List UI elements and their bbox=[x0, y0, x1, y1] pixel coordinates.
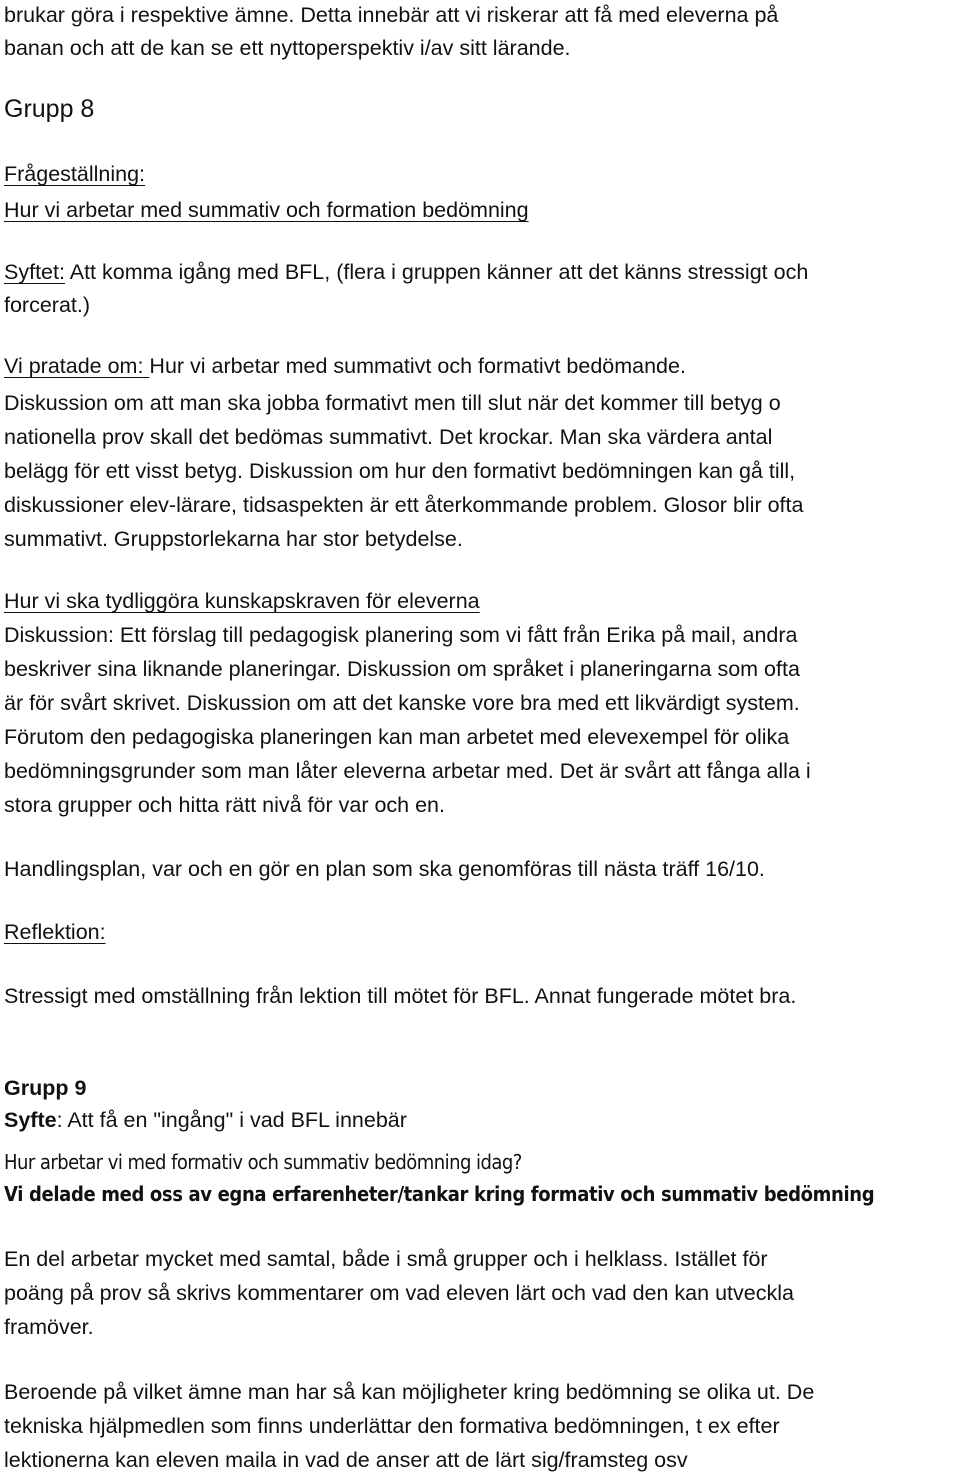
purpose-label: Syftet: bbox=[4, 260, 65, 284]
reflection-label: Reflektion: bbox=[4, 920, 106, 944]
purpose-text: Att komma igång med BFL, (flera i gruppen känner att det känns stressigt och bbox=[64, 260, 809, 284]
paragraph-line: En del arbetar mycket med samtal, både i små grupper och i helklass. Istället för bbox=[4, 1247, 768, 1271]
intro-line: banan och att de kan se ett nyttoperspektiv i/av sitt lärande. bbox=[4, 36, 571, 60]
reflection-text: Stressigt med omställning från lektion till mötet för BFL. Annat fungerade mötet bra. bbox=[4, 984, 797, 1008]
grupp-8-heading: Grupp 8 bbox=[4, 95, 95, 123]
purpose-label: Syfte bbox=[4, 1108, 57, 1132]
action-plan: Handlingsplan, var och en gör en plan som ska genomföras till nästa träff 16/10. bbox=[4, 857, 765, 881]
grupp-9-heading: Grupp 9 bbox=[4, 1076, 87, 1100]
discussed-line bbox=[4, 353, 686, 379]
purpose-line bbox=[4, 1107, 407, 1133]
purpose-text: : Att få en "ingång" i vad BFL innebär bbox=[56, 1108, 407, 1132]
paragraph-line: lektionerna kan eleven maila in vad de anser att de lärt sig/framsteg osv bbox=[4, 1448, 688, 1472]
paragraph-line: tekniska hjälpmedlen som finns underlättar den formativa bedömningen, t ex efter bbox=[4, 1414, 780, 1438]
paragraph-line: poäng på prov så skrivs kommentarer om vad eleven lärt och vad den kan utveckla bbox=[4, 1281, 794, 1305]
purpose-line bbox=[4, 259, 808, 285]
discussion-line: diskussioner elev-lärare, tidsaspekten är ett återkommande problem. Glosor blir ofta bbox=[4, 493, 804, 517]
subtopic-line: stora grupper och hitta rätt nivå för var och en. bbox=[4, 793, 445, 817]
subtopic-heading: Hur vi ska tydliggöra kunskapskraven för eleverna bbox=[4, 589, 480, 613]
discussion-line: summativt. Gruppstorlekarna har stor betydelse. bbox=[4, 527, 463, 551]
paragraph-line: Beroende på vilket ämne man har så kan möjligheter kring bedömning se olika ut. De bbox=[4, 1380, 815, 1404]
intro-line: brukar göra i respektive ämne. Detta innebär att vi riskerar att få med eleverna på bbox=[4, 3, 779, 27]
subtopic-line: beskriver sina liknande planeringar. Diskussion om språket i planeringarna som ofta bbox=[4, 657, 800, 681]
subtopic-line: Förutom den pedagogiska planeringen kan man arbetet med elevexempel för olika bbox=[4, 725, 790, 749]
subtopic-line: Diskussion: Ett förslag till pedagogisk planering som vi fått från Erika på mail, andra bbox=[4, 623, 798, 647]
discussion-line: nationella prov skall det bedömas summativt. Det krockar. Man ska värdera antal bbox=[4, 425, 773, 449]
discussion-line: belägg för ett visst betyg. Diskussion om hur den formativt bedömningen kan gå till, bbox=[4, 459, 796, 483]
subtopic-line: är för svårt skrivet. Diskussion om att det kanske vore bra med ett likvärdigt system. bbox=[4, 691, 800, 715]
subtopic-line: bedömningsgrunder som man låter eleverna arbetar med. Det är svårt att fånga alla i bbox=[4, 759, 811, 783]
handwritten-question: Hur arbetar vi med formativ och summativ bedömning idag? bbox=[4, 1150, 522, 1174]
discussion-line: Diskussion om att man ska jobba formativt men till slut när det kommer till betyg o bbox=[4, 391, 781, 415]
paragraph-line: framöver. bbox=[4, 1315, 94, 1339]
discussed-topic: Hur vi arbetar med summativt och formativt bedömande. bbox=[149, 354, 686, 378]
discussed-label: Vi pratade om: bbox=[4, 354, 150, 378]
question-label: Frågeställning: bbox=[4, 162, 146, 186]
question-text: Hur vi arbetar med summativ och formation bedömning bbox=[4, 198, 529, 222]
purpose-line-2: forcerat.) bbox=[4, 293, 91, 317]
handwritten-shared: Vi delade med oss av egna erfarenheter/tankar kring formativ och summativ bedömning bbox=[4, 1182, 875, 1206]
